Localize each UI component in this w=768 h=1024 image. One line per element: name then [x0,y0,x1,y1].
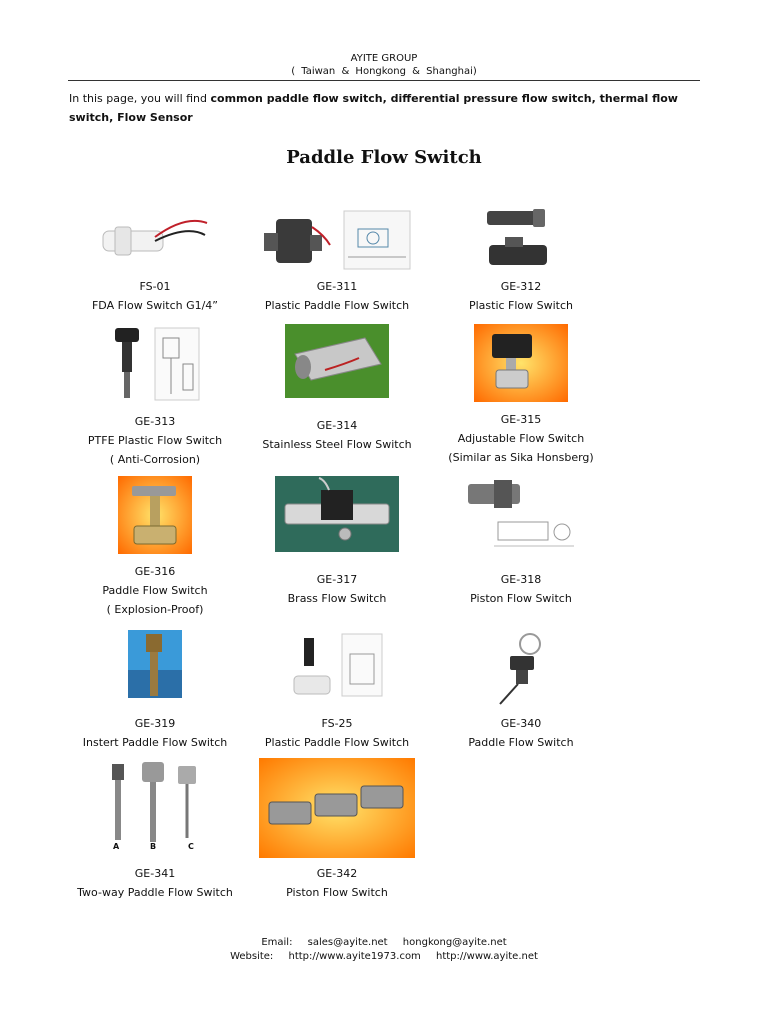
fs-25-image [290,630,384,700]
intro-paragraph [69,89,709,127]
company-name: AYITE GROUP [350,53,418,64]
product-note: ( Explosion-Proof) [106,603,204,616]
product-ge-342 [222,758,452,902]
intro-text: In this page, you will find [69,92,211,105]
product-ge-340 [406,630,636,752]
product-ge-312 [406,205,636,315]
ge-313-image [105,324,205,404]
product-code: GE-316 [134,565,176,578]
product-name: Piston Flow Switch [286,886,388,899]
product-name: Paddle Flow Switch [102,584,208,597]
product-code: GE-317 [316,573,358,586]
image-label-a: A [113,842,120,851]
product-code: GE-312 [500,280,542,293]
product-code: GE-319 [134,717,176,730]
ge-340-image [486,630,556,706]
footer-email [0,936,768,950]
footer-website [0,950,768,964]
image-label-b: B [150,842,157,851]
product-code: GE-340 [500,717,542,730]
product-code: GE-311 [316,280,358,293]
company-locations: ( Taiwan & Hongkong & Shanghai) [291,66,477,77]
product-code: FS-01 [139,280,171,293]
product-code: GE-315 [500,413,542,426]
email-link-sales[interactable]: sales@ayite.net [307,937,388,948]
intro-bold-text: common paddle flow switch, differential pressure flow switch, thermal flow switch, Flow Sensor [69,92,678,124]
ge-319-image [128,630,182,698]
product-ge-315 [406,324,636,467]
ge-342-image [259,758,415,858]
product-name: Plastic Paddle Flow Switch [264,736,410,749]
product-name: Brass Flow Switch [287,592,387,605]
product-code: GE-341 [134,867,176,880]
ge-317-image [275,476,399,552]
product-name: Instert Paddle Flow Switch [82,736,228,749]
email-label: Email: [261,937,293,948]
ge-312-image [481,205,561,275]
product-code: GE-318 [500,573,542,586]
page-title: Paddle Flow Switch [286,147,482,168]
product-name: PTFE Plastic Flow Switch [87,434,223,447]
product-code: FS-25 [321,717,353,730]
header-divider [68,80,700,81]
product-ge-318 [406,476,636,608]
product-note: ( Anti-Corrosion) [109,453,201,466]
product-name: Plastic Flow Switch [468,299,574,312]
product-name: Piston Flow Switch [470,592,572,605]
product-code: GE-313 [134,415,176,428]
ge-318-image [464,476,578,552]
product-name: Adjustable Flow Switch [457,432,585,445]
ge-311-image [262,205,412,275]
product-name: Plastic Paddle Flow Switch [264,299,410,312]
ge-316-image [118,476,192,554]
product-name: FDA Flow Switch G1/4” [91,299,219,312]
product-note: (Similar as Sika Honsberg) [448,451,594,464]
product-name: Two-way Paddle Flow Switch [77,886,233,899]
ge-315-image [474,324,568,402]
product-code: GE-314 [316,419,358,432]
product-code: GE-342 [316,867,358,880]
website-label: Website: [230,951,274,962]
website-link-ayite1973[interactable]: http://www.ayite1973.com [288,951,421,962]
product-name: Paddle Flow Switch [468,736,574,749]
image-label-c: C [188,842,194,851]
email-link-hongkong[interactable]: hongkong@ayite.net [402,937,507,948]
product-name: Stainless Steel Flow Switch [262,438,412,451]
ge-314-image [285,324,389,398]
website-link-ayite[interactable]: http://www.ayite.net [436,951,538,962]
fs-01-image [95,205,215,275]
